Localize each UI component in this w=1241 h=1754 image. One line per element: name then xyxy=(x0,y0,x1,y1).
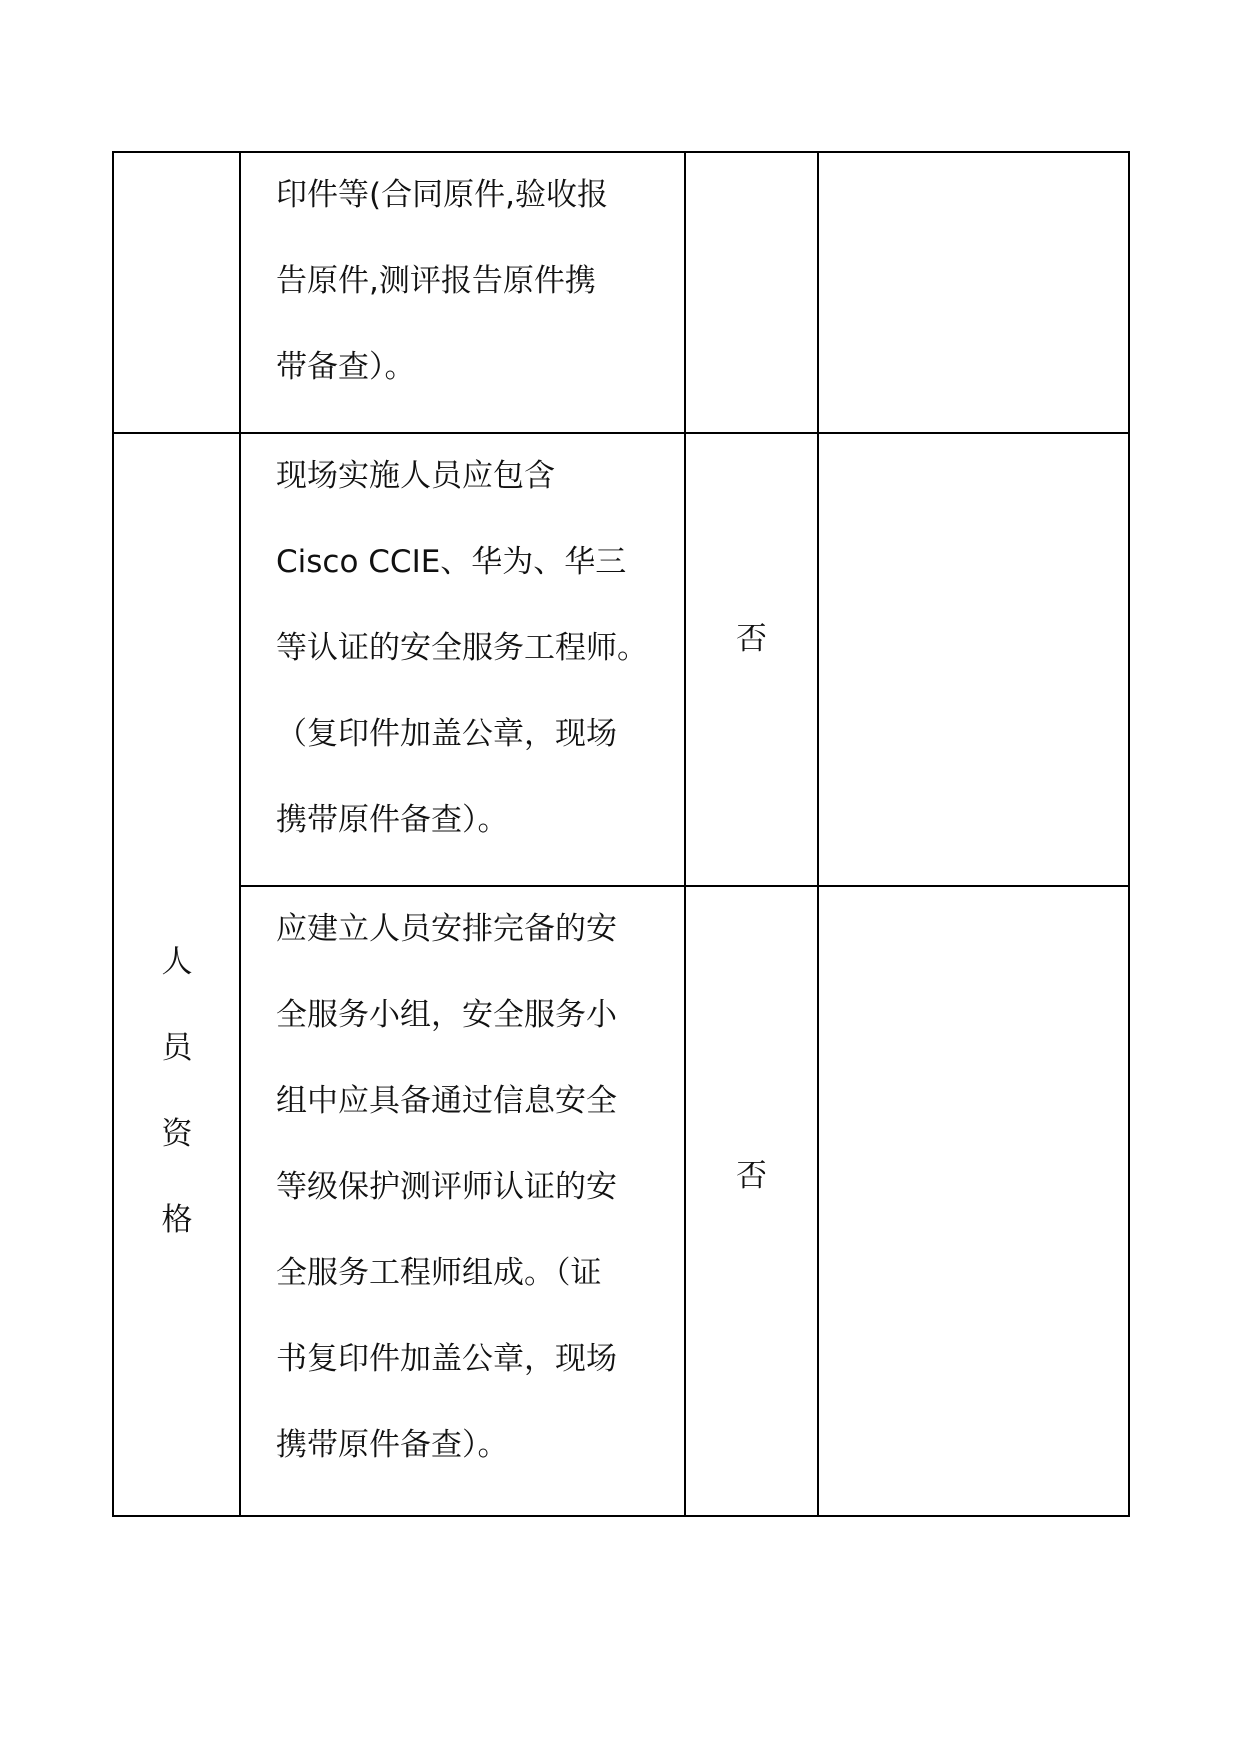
requirement-line: 全服务小组，安全服务小 xyxy=(276,997,617,1033)
deviation-value: 否 xyxy=(736,621,767,657)
requirement-line: 携带原件备查）。 xyxy=(276,1427,509,1463)
category-char: 资 xyxy=(161,1116,193,1152)
column-divider xyxy=(239,151,241,1517)
category-char: 人 xyxy=(161,944,193,980)
requirement-line: 等认证的安全服务工程师。 xyxy=(276,630,648,666)
requirement-line: （复印件加盖公章，现场 xyxy=(276,716,617,752)
requirement-line: 带备查）。 xyxy=(276,349,416,385)
category-char: 员 xyxy=(161,1030,193,1066)
category-char: 格 xyxy=(161,1202,193,1238)
requirements-table xyxy=(112,151,1130,1517)
requirement-line: Cisco CCIE、华为、华三 xyxy=(276,544,627,580)
requirement-line: 组中应具备通过信息安全 xyxy=(276,1083,617,1119)
requirement-line: 现场实施人员应包含 xyxy=(276,458,555,494)
requirement-line: 等级保护测评师认证的安 xyxy=(276,1169,617,1205)
column-divider xyxy=(684,151,686,1517)
requirement-cell xyxy=(276,152,608,410)
requirement-line: 告原件,测评报告原件携 xyxy=(276,263,596,299)
requirement-line: 应建立人员安排完备的安 xyxy=(276,911,617,947)
deviation-value: 否 xyxy=(736,1158,767,1194)
category-cell xyxy=(114,919,240,1263)
requirement-line: 书复印件加盖公章，现场 xyxy=(276,1341,617,1377)
requirement-cell xyxy=(276,886,617,1488)
requirement-line: 携带原件备查）。 xyxy=(276,802,509,838)
requirement-line: 印件等(合同原件,验收报 xyxy=(276,177,608,213)
requirement-line: 全服务工程师组成。（证 xyxy=(276,1255,602,1291)
column-divider xyxy=(817,151,819,1517)
requirement-cell xyxy=(276,433,648,863)
